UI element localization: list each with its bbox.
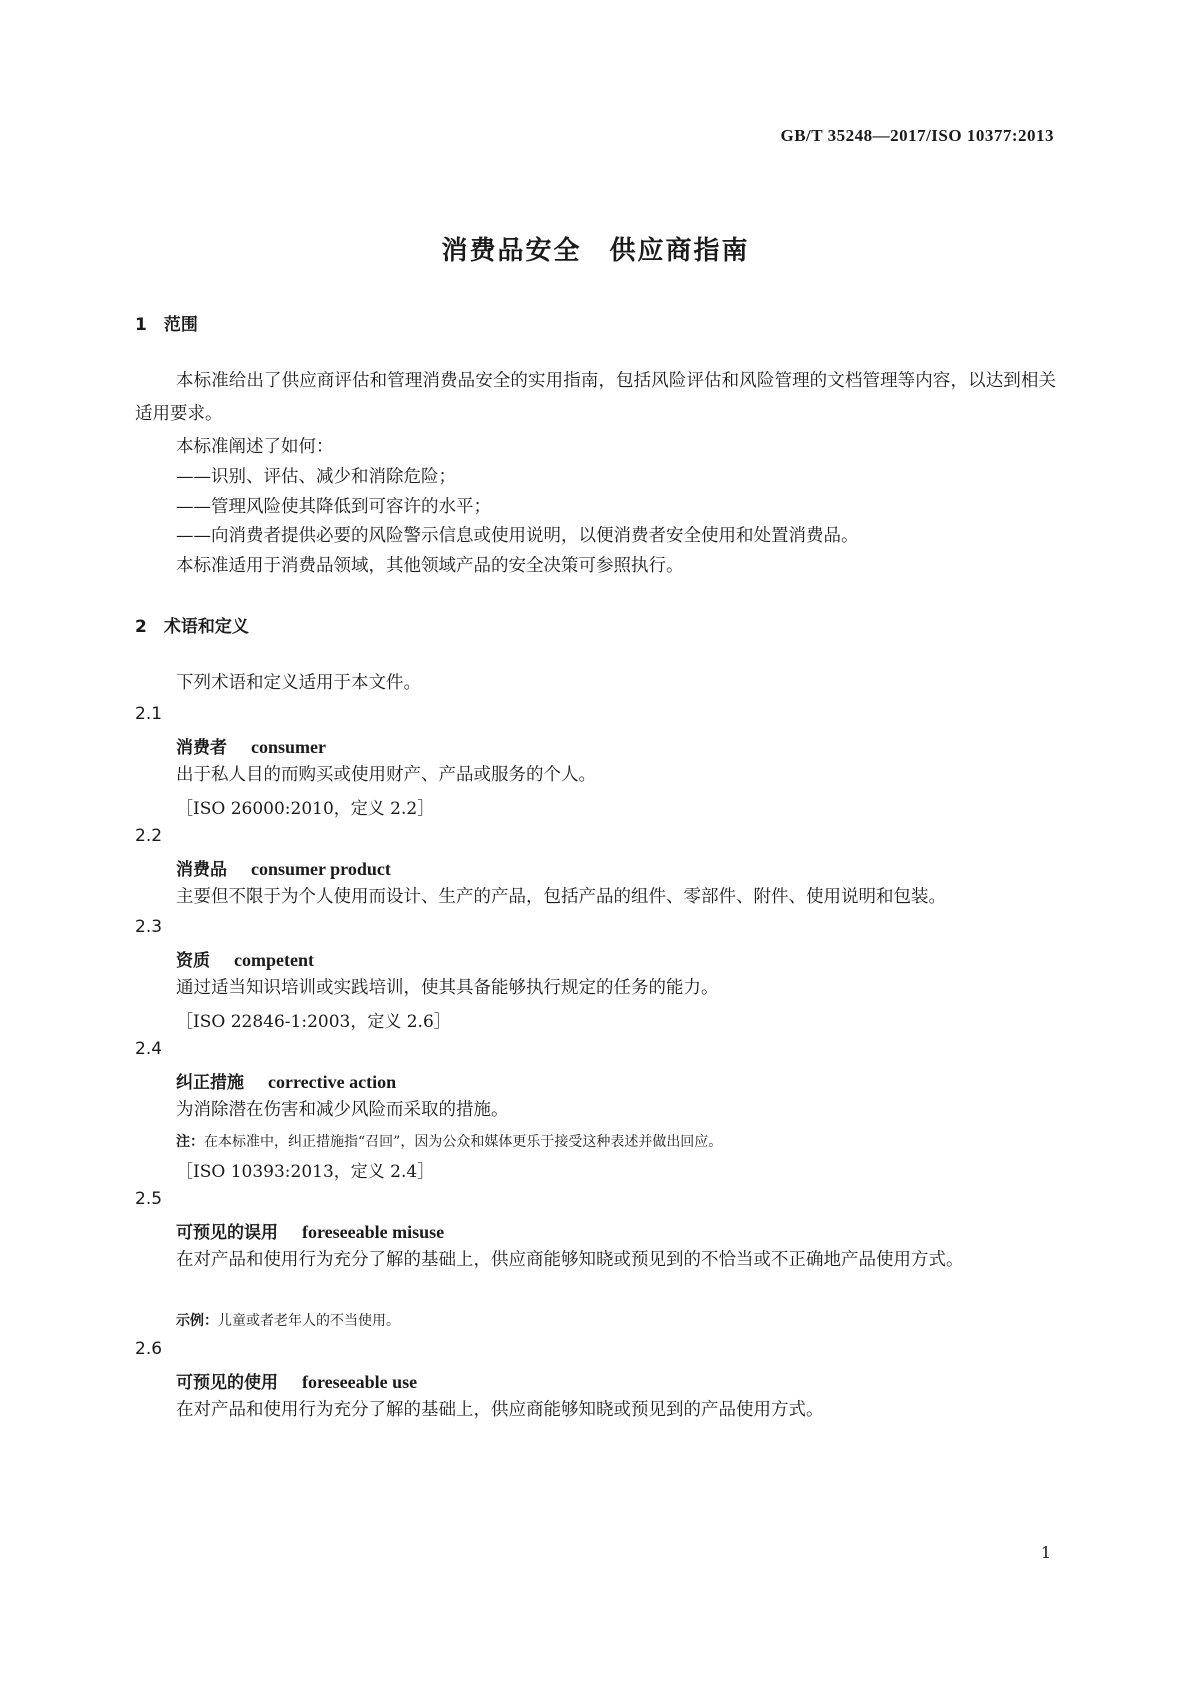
term-heading bbox=[176, 1068, 396, 1093]
scope-how-intro: 本标准阐述了如何： bbox=[176, 437, 334, 457]
example-text: 儿童或者老年人的不当使用。 bbox=[218, 1313, 400, 1329]
term-reference: ［ISO 22846-1:2003，定义 2.6］ bbox=[176, 1012, 451, 1032]
term-definition: 在对产品和使用行为充分了解的基础上，供应商能够知晓或预见到的产品使用方式。 bbox=[176, 1400, 824, 1420]
term-number: 2.4 bbox=[135, 1039, 163, 1059]
term-reference: ［ISO 26000:2010，定义 2.2］ bbox=[176, 799, 435, 819]
term-english: consumer bbox=[251, 737, 326, 757]
term-heading bbox=[176, 946, 314, 971]
note-text: 在本标准中，纠正措施指“召回”，因为公众和媒体更乐于接受这种表述并做出回应。 bbox=[204, 1134, 723, 1150]
term-chinese: 可预见的误用 bbox=[176, 1223, 278, 1243]
section-heading-terms: 2 术语和定义 bbox=[135, 617, 249, 637]
term-english: corrective action bbox=[268, 1072, 397, 1092]
term-heading bbox=[176, 1218, 444, 1243]
term-number: 2.6 bbox=[135, 1339, 163, 1359]
scope-paragraph: 本标准给出了供应商评估和管理消费品安全的实用指南，包括风险评估和风险管理的文档管理等内容，以达到相关适用要求。 bbox=[135, 371, 1056, 424]
term-chinese: 资质 bbox=[176, 951, 210, 971]
term-heading bbox=[176, 855, 391, 880]
term-english: foreseeable misuse bbox=[302, 1222, 445, 1242]
scope-applicability: 本标准适用于消费品领域，其他领域产品的安全决策可参照执行。 bbox=[176, 556, 684, 576]
scope-list-item: ——管理风险使其降低到可容许的水平； bbox=[176, 497, 491, 517]
terms-intro: 下列术语和定义适用于本文件。 bbox=[176, 673, 421, 693]
term-english: foreseeable use bbox=[302, 1372, 418, 1392]
term-number: 2.2 bbox=[135, 826, 163, 846]
term-number: 2.5 bbox=[135, 1189, 163, 1209]
term-heading bbox=[176, 733, 326, 758]
page-number: 1 bbox=[1040, 1543, 1051, 1562]
term-example bbox=[176, 1310, 400, 1330]
term-definition: 为消除潜在伤害和减少风险而采取的措施。 bbox=[176, 1100, 509, 1120]
term-number: 2.3 bbox=[135, 917, 163, 937]
term-chinese: 消费者 bbox=[176, 738, 227, 758]
scope-list-item: ——向消费者提供必要的风险警示信息或使用说明，以便消费者安全使用和处置消费品。 bbox=[176, 526, 859, 546]
example-label: 示例： bbox=[176, 1313, 218, 1329]
term-chinese: 消费品 bbox=[176, 860, 227, 880]
term-chinese: 可预见的使用 bbox=[176, 1373, 278, 1393]
term-definition: 出于私人目的而购买或使用财产、产品或服务的个人。 bbox=[176, 765, 596, 785]
term-heading bbox=[176, 1368, 417, 1393]
note-label: 注： bbox=[176, 1134, 204, 1150]
document-title: 消费品安全 供应商指南 bbox=[441, 236, 750, 266]
term-english: competent bbox=[234, 950, 314, 970]
scope-list-item: ——识别、评估、减少和消除危险； bbox=[176, 467, 456, 487]
term-english: consumer product bbox=[251, 859, 391, 879]
standard-code: GB/T 35248—2017/ISO 10377:2013 bbox=[780, 126, 1054, 145]
term-definition: 通过适当知识培训或实践培训，使其具备能够执行规定的任务的能力。 bbox=[176, 978, 719, 998]
section-heading-scope: 1 范围 bbox=[135, 315, 198, 335]
term-definition: 在对产品和使用行为充分了解的基础上，供应商能够知晓或预见到的不恰当或不正确地产品使用方式。 bbox=[176, 1250, 964, 1270]
term-reference: ［ISO 10393:2013，定义 2.4］ bbox=[176, 1162, 435, 1182]
term-definition: 主要但不限于为个人使用而设计、生产的产品，包括产品的组件、零部件、附件、使用说明和包装。 bbox=[176, 887, 946, 907]
term-number: 2.1 bbox=[135, 704, 163, 724]
term-note bbox=[176, 1131, 722, 1151]
term-chinese: 纠正措施 bbox=[176, 1073, 244, 1093]
